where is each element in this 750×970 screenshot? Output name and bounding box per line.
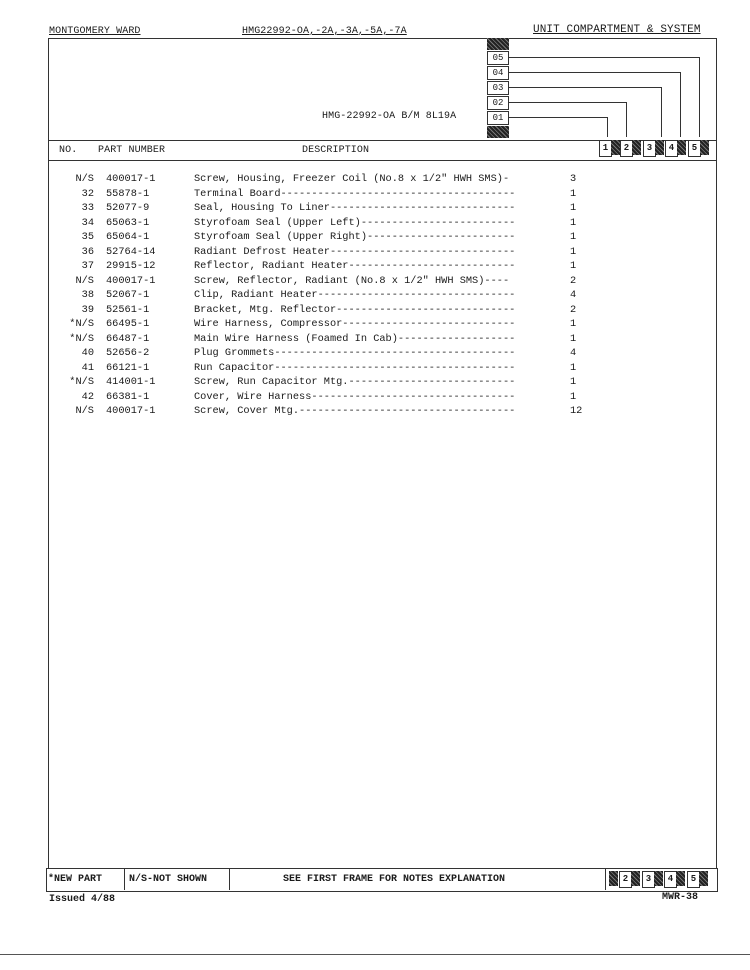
part-quantity: 1	[570, 390, 577, 403]
part-description: Wire Harness, Compressor----------------------------	[194, 318, 516, 330]
part-description: Terminal Board--------------------------------------	[194, 187, 516, 200]
part-description: Screw, Cover Mtg.-----------------------------------	[194, 405, 516, 417]
part-number: 400017-1	[106, 173, 156, 185]
model-code-01: 01	[487, 111, 509, 125]
footer-notes: SEE FIRST FRAME FOR NOTES EXPLANATION	[283, 874, 506, 885]
footer-model-col-4: 4	[664, 871, 677, 888]
model-col-shade-5	[700, 140, 709, 155]
part-number: 66495-1	[106, 318, 150, 330]
part-no: 32	[81, 187, 94, 200]
model-col-shade-3	[655, 140, 664, 155]
part-number: 52077-9	[106, 202, 150, 214]
scan-edge-rule	[0, 954, 750, 955]
model-col-shade-1	[611, 140, 620, 155]
col-description: DESCRIPTION	[302, 145, 370, 156]
part-description: Screw, Run Capacitor Mtg.---------------------------	[194, 376, 516, 388]
issued-date: Issued 4/88	[49, 894, 116, 905]
part-number: 66487-1	[106, 332, 150, 345]
footer-col-shade-3	[654, 871, 663, 886]
part-description: Screw, Reflector, Radiant (No.8 x 1/2" HWH SMS)----	[194, 274, 510, 287]
model-col-3: 3	[643, 140, 656, 157]
part-number: 52764-14	[106, 245, 156, 258]
connector-03	[509, 87, 661, 88]
part-no: 35	[81, 231, 94, 243]
model-col-4: 4	[665, 140, 678, 157]
model-code-02: 02	[487, 96, 509, 110]
model-col-2: 2	[620, 140, 633, 157]
brand-name: MONTGOMERY WARD	[49, 26, 141, 37]
bom-label: HMG-22992-OA B/M 8L19A	[322, 111, 457, 122]
part-description: Reflector, Radiant Heater---------------------------	[194, 260, 516, 272]
part-quantity: 1	[570, 245, 577, 258]
part-description: Run Capacitor---------------------------------------	[194, 361, 516, 374]
part-no: N/S	[75, 173, 94, 185]
part-number: 400017-1	[106, 274, 156, 287]
part-quantity: 4	[570, 347, 577, 359]
part-quantity: 1	[570, 318, 577, 330]
header-rule-bottom	[48, 160, 716, 161]
part-no: 42	[81, 390, 94, 403]
code-cap-top	[487, 38, 509, 50]
part-no: 34	[81, 216, 94, 229]
part-no: 40	[81, 347, 94, 359]
part-number: 66121-1	[106, 361, 150, 374]
part-no: 38	[81, 289, 94, 301]
footer-new-part: *NEW PART	[48, 874, 103, 885]
connector-01	[509, 117, 607, 118]
part-quantity: 12	[570, 405, 583, 417]
part-number: 52561-1	[106, 303, 150, 316]
part-quantity: 1	[570, 231, 577, 243]
part-quantity: 1	[570, 260, 577, 272]
part-description: Screw, Housing, Freezer Coil (No.8 x 1/2" HWH SMS)-	[194, 173, 510, 185]
part-number: 29915-12	[106, 260, 156, 272]
page-code: MWR-38	[662, 892, 699, 903]
part-description: Bracket, Mtg. Reflector-----------------------------	[194, 303, 516, 316]
model-code-04: 04	[487, 66, 509, 80]
part-no: 33	[81, 202, 94, 214]
part-description: Main Wire Harness (Foamed In Cab)-------------------	[194, 332, 516, 345]
part-no: 37	[81, 260, 94, 272]
part-quantity: 1	[570, 361, 577, 374]
part-description: Styrofoam Seal (Upper Left)-------------------------	[194, 216, 516, 229]
connector-01-drop	[607, 117, 608, 137]
part-description: Plug Grommets---------------------------------------	[194, 347, 516, 359]
part-no: 39	[81, 303, 94, 316]
connector-02	[509, 102, 626, 103]
part-number: 414001-1	[106, 376, 156, 388]
part-description: Cover, Wire Harness---------------------------------	[194, 390, 516, 403]
footer-col-shade-4	[676, 871, 685, 886]
model-col-1: 1	[599, 140, 612, 157]
top-rule	[48, 38, 716, 39]
part-number: 66381-1	[106, 390, 150, 403]
part-number: 52067-1	[106, 289, 150, 301]
part-no: N/S	[75, 274, 94, 287]
model-numbers: HMG22992-OA,-2A,-3A,-5A,-7A	[242, 26, 407, 37]
part-no: N/S	[75, 405, 94, 417]
part-quantity: 1	[570, 376, 577, 388]
part-quantity: 2	[570, 274, 577, 287]
part-quantity: 1	[570, 216, 577, 229]
connector-03-drop	[661, 87, 662, 137]
part-number: 65063-1	[106, 216, 150, 229]
part-description: Radiant Defrost Heater------------------------------	[194, 245, 516, 258]
part-no: *N/S	[69, 376, 94, 388]
model-code-03: 03	[487, 81, 509, 95]
part-number: 400017-1	[106, 405, 156, 417]
part-no: *N/S	[69, 318, 94, 330]
code-cap-bottom	[487, 126, 509, 138]
model-col-shade-4	[677, 140, 686, 155]
footer-col-shade-1	[609, 871, 618, 886]
part-description: Styrofoam Seal (Upper Right)------------------------	[194, 231, 516, 243]
part-quantity: 1	[570, 202, 577, 214]
part-description: Seal, Housing To Liner------------------------------	[194, 202, 516, 214]
part-no: *N/S	[69, 332, 94, 345]
footer-col-shade-5	[699, 871, 708, 886]
connector-04	[509, 72, 680, 73]
footer-model-col-3: 3	[642, 871, 655, 888]
part-number: 52656-2	[106, 347, 150, 359]
part-quantity: 1	[570, 187, 577, 200]
part-quantity: 4	[570, 289, 577, 301]
col-part-number: PART NUMBER	[98, 145, 166, 156]
connector-02-drop	[626, 102, 627, 137]
part-quantity: 2	[570, 303, 577, 316]
footer-divider-1	[124, 868, 125, 890]
part-no: 41	[81, 361, 94, 374]
connector-05-drop	[699, 57, 700, 137]
footer-col-shade-2	[631, 871, 640, 886]
footer-not-shown: N/S-NOT SHOWN	[129, 874, 208, 885]
part-description: Clip, Radiant Heater--------------------------------	[194, 289, 516, 301]
footer-divider-2	[229, 868, 230, 890]
footer-model-col-5: 5	[687, 871, 700, 888]
part-number: 55878-1	[106, 187, 150, 200]
part-quantity: 1	[570, 332, 577, 345]
part-no: 36	[81, 245, 94, 258]
model-code-05: 05	[487, 51, 509, 65]
footer-model-col-2: 2	[619, 871, 632, 888]
model-col-5: 5	[688, 140, 701, 157]
section-title: UNIT COMPARTMENT & SYSTEM	[533, 24, 701, 36]
footer-divider-3	[605, 868, 606, 890]
parts-frame	[48, 38, 717, 892]
connector-04-drop	[680, 72, 681, 137]
model-col-shade-2	[632, 140, 641, 155]
connector-05	[509, 57, 699, 58]
part-number: 65064-1	[106, 231, 150, 243]
col-no: NO.	[59, 145, 78, 156]
part-quantity: 3	[570, 173, 577, 185]
